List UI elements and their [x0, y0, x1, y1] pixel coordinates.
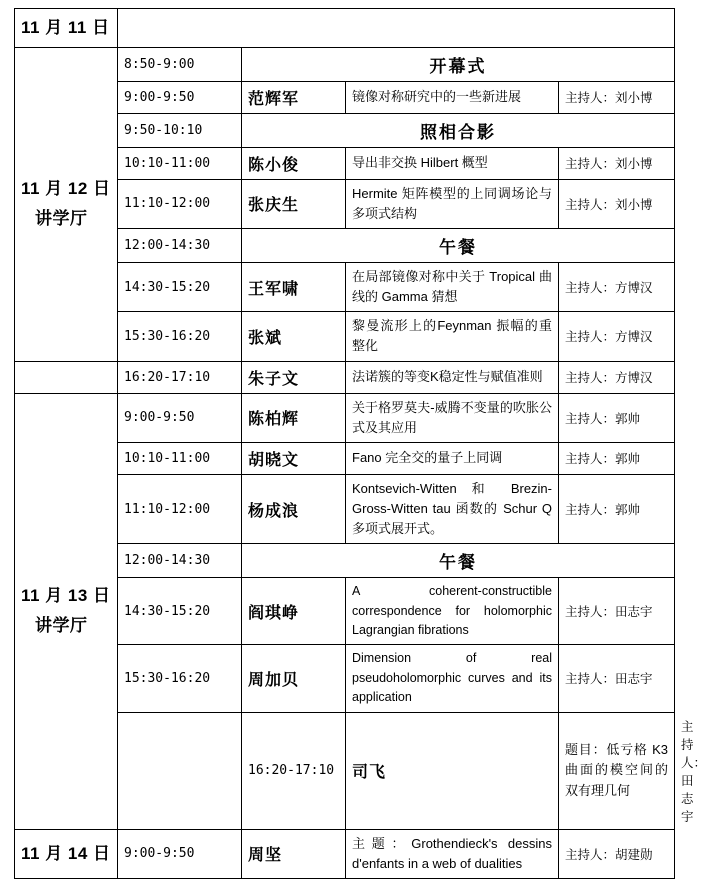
date-cell: 11 月 11 日: [15, 9, 118, 48]
time-cell: 15:30-16:20: [118, 645, 242, 712]
topic-cell: Kontsevich-Witten 和 Brezin-Gross-Witten tau 函数的 Schur Q 多项式展开式。: [346, 474, 559, 543]
time-cell: 9:00-9:50: [118, 829, 242, 878]
host-cell: 主持人：方博汉: [559, 312, 675, 361]
session-title: 照相合影: [242, 113, 675, 147]
date-cell: [15, 393, 118, 829]
topic-cell: A coherent-constructible correspondence for holomorphic Lagrangian fibrations: [346, 578, 559, 645]
time-cell: 9:00-9:50: [118, 81, 242, 113]
speaker-cell: 张斌: [242, 312, 346, 361]
table-row: [15, 829, 675, 878]
host-cell: 主持人：郭帅: [559, 474, 675, 543]
host-cell: 主持人：方博汉: [559, 361, 675, 393]
table-row: 16:20-17:10 司飞 题目：低亏格 K3 曲面的模空间的双有理几何 主持人：田志宇: [15, 712, 675, 829]
empty-cell: [118, 9, 675, 48]
speaker-cell: 陈小俊: [242, 147, 346, 179]
speaker-cell: 陈柏辉: [242, 393, 346, 442]
speaker-cell: 朱子文: [242, 361, 346, 393]
host-cell: 主持人：田志宇: [559, 578, 675, 645]
speaker-cell: 司飞: [346, 712, 559, 829]
host-cell: 主持人：刘小博: [559, 147, 675, 179]
date-line1: 11 月 12 日: [21, 179, 111, 199]
time-cell: 16:20-17:10: [242, 712, 346, 829]
topic-cell: 在局部镜像对称中关于 Tropical 曲线的 Gamma 猜想: [346, 263, 559, 312]
speaker-cell: 周坚: [242, 829, 346, 878]
date-cell: 11 月 14 日: [15, 829, 118, 878]
topic-cell: 黎曼流形上的Feynman 振幅的重整化: [346, 312, 559, 361]
topic-cell: Hermite 矩阵模型的上同调场论与多项式结构: [346, 179, 559, 228]
host-cell: 主持人：郭帅: [559, 393, 675, 442]
topic-cell: 题目：低亏格 K3 曲面的模空间的双有理几何: [559, 712, 675, 829]
topic-cell: 主题：Grothendieck's dessins d'enfants in a web of dualities: [346, 829, 559, 878]
time-cell: 14:30-15:20: [118, 578, 242, 645]
time-cell: 10:10-11:00: [118, 147, 242, 179]
time-cell: 10:10-11:00: [118, 442, 242, 474]
host-cell: 主持人：方博汉: [559, 263, 675, 312]
time-cell: 15:30-16:20: [118, 312, 242, 361]
session-title: 午餐: [242, 229, 675, 263]
speaker-cell: 王军啸: [242, 263, 346, 312]
topic-cell: 导出非交换 Hilbert 概型: [346, 147, 559, 179]
speaker-cell: 杨成浪: [242, 474, 346, 543]
date-cell: [15, 47, 118, 361]
date-cell: [15, 361, 118, 393]
table-row: [15, 361, 675, 393]
table-row: [15, 393, 675, 442]
speaker-cell: 范辉军: [242, 81, 346, 113]
topic-cell: Fano 完全交的量子上同调: [346, 442, 559, 474]
time-cell: 9:00-9:50: [118, 393, 242, 442]
topic-cell: 镜像对称研究中的一些新进展: [346, 81, 559, 113]
host-cell: 主持人：刘小博: [559, 179, 675, 228]
time-cell: 12:00-14:30: [118, 544, 242, 578]
time-cell: 16:20-17:10: [118, 361, 242, 393]
topic-cell: 法诺簇的等变K稳定性与赋值准则: [346, 361, 559, 393]
date-line1: 11 月 13 日: [21, 586, 111, 606]
session-title: 午餐: [242, 544, 675, 578]
speaker-cell: 张庆生: [242, 179, 346, 228]
time-cell: 12:00-14:30: [118, 229, 242, 263]
date-line2: 讲学厅: [35, 616, 88, 636]
date-line2: 讲学厅: [35, 209, 88, 229]
host-cell: 主持人：刘小博: [559, 81, 675, 113]
topic-cell: Dimension of real pseudoholomorphic curves and its application: [346, 645, 559, 712]
speaker-cell: 周加贝: [242, 645, 346, 712]
time-cell: 11:10-12:00: [118, 179, 242, 228]
host-cell: 主持人：田志宇: [559, 645, 675, 712]
host-cell: 主持人：郭帅: [559, 442, 675, 474]
table-row: [15, 9, 675, 48]
date-cell: [118, 712, 242, 829]
table-row: [15, 47, 675, 81]
time-cell: 8:50-9:00: [118, 47, 242, 81]
time-cell: 14:30-15:20: [118, 263, 242, 312]
speaker-cell: 阎琪峥: [242, 578, 346, 645]
topic-cell: 关于格罗莫夫-威腾不变量的吹胀公式及其应用: [346, 393, 559, 442]
session-title: 开幕式: [242, 47, 675, 81]
schedule-table: [14, 8, 706, 879]
time-cell: 9:50-10:10: [118, 113, 242, 147]
speaker-cell: 胡晓文: [242, 442, 346, 474]
time-cell: 11:10-12:00: [118, 474, 242, 543]
host-cell: 主持人：胡建勋: [559, 829, 675, 878]
